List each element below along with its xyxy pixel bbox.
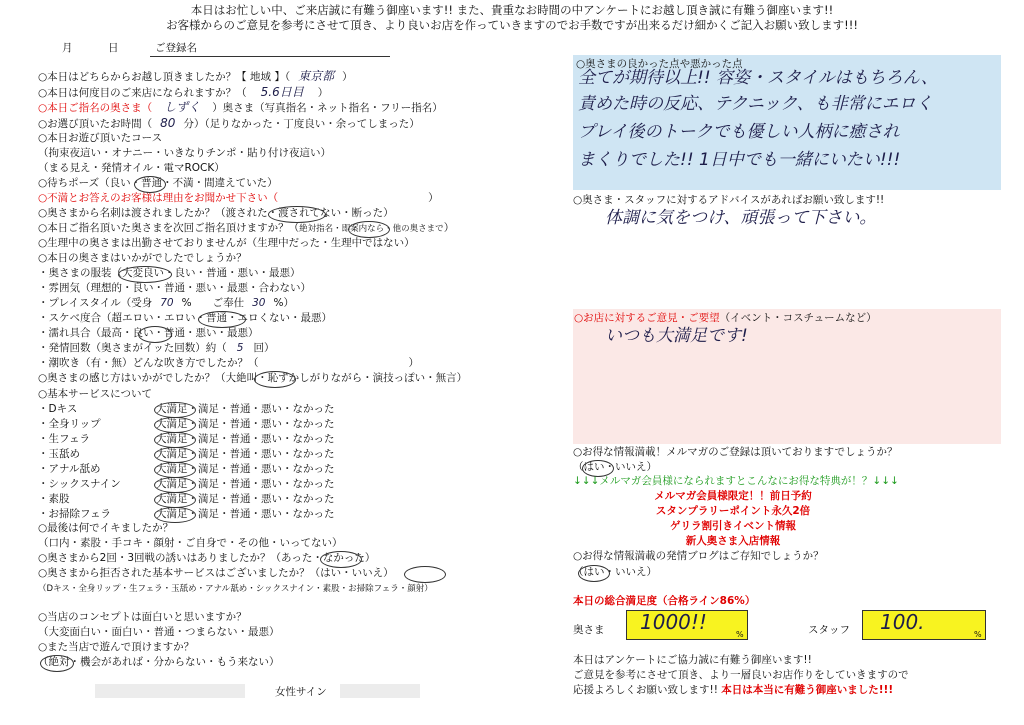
refused-list: （Dキス・全身リップ・生フェラ・玉舐め・アナル舐め・シックスナイン・素股・お掃除フェラ・顔射）	[38, 584, 433, 594]
header-line-1: 本日はお忙しい中、ご来店誠に有難う御座います!! また、貴重なお時間の中アンケートにお越し頂き誠に有難う御座います!!	[190, 3, 834, 17]
q-feel: ○奥さまの感じ方はいかがでしたか？（大絶叫・恥ずかしがりながら・演技っぽい・無言）	[38, 372, 468, 384]
q-card: ○奥さまから名刺は渡されましたか？（渡された・渡されてない・断った）	[38, 207, 394, 219]
a-time: 80	[160, 116, 176, 130]
service-scale: 大満足・満足・普通・悪い・なかった	[156, 508, 335, 520]
q-today: ○本日の奥さまはいかがでしたでしょうか？	[38, 252, 247, 264]
q-refused: ○奥さまから拒否された基本サービスはございましたか？（はい・いいえ）	[38, 567, 394, 579]
perk-3: ゲリラ割引きイベント情報	[670, 520, 796, 532]
signature-label: 女性サイン	[275, 686, 327, 698]
circle-clothes	[118, 266, 172, 283]
header-line-2: お客様からのご意見を参考にさせて頂き、より良いお店を作っていきますのでお手数ですが出来るだけ細かくご記入お願い致します!!!	[166, 18, 858, 32]
circle-service-rating	[154, 507, 196, 523]
staff-percent: %	[974, 630, 982, 639]
circle-service-rating	[154, 477, 196, 493]
circle-service-rating	[154, 462, 196, 478]
thanks-line-2: ご意見を参考にさせて頂き、より一層良いお店作りをしていきますので	[573, 669, 909, 681]
service-name: ・全身リップ	[38, 418, 101, 430]
q-time: ○お選び頂いたお時間（ 80 分）（足りなかった・丁度良い・余ってしまった）	[38, 116, 420, 130]
name-underline	[150, 56, 390, 57]
q-concept: ○当店のコンセプトは面白いと思いますか？	[38, 611, 247, 623]
a-count: 5	[236, 342, 244, 354]
circle-blog-yes	[578, 565, 610, 582]
service-scale: 大満足・満足・普通・悪い・なかった	[156, 478, 335, 490]
circle-service-rating	[154, 402, 196, 418]
circle-round2	[320, 551, 362, 568]
circle-service-rating	[154, 492, 196, 508]
service-name: ・生フェラ	[38, 433, 90, 445]
total-title: 本日の総合満足度（合格ライン86%）	[573, 595, 756, 607]
good-bad-line-1: 全てが期待以上!! 容姿・スタイルはもちろん、	[578, 68, 938, 88]
a-nominated: しずく	[164, 100, 201, 114]
circle-lewd	[198, 311, 246, 328]
service-scale: 大満足・満足・普通・悪い・なかった	[156, 493, 335, 505]
q-course: ○本日お遊び頂いたコース	[38, 132, 163, 144]
service-name: ・素股	[38, 493, 70, 505]
staff-score: 100.	[880, 610, 925, 634]
circle-again	[40, 655, 74, 672]
service-name: ・アナル舐め	[38, 463, 101, 475]
good-bad-line-4: まくりでした!! 1日中でも一緒にいたい!!!	[578, 150, 901, 170]
q-reason: ○不満とお答えのお客様は理由をお聞かせ下さい（ ）	[38, 192, 439, 204]
blog-question: ○お得な情報満載の発情ブログはご存知でしょうか？	[573, 550, 824, 562]
service-name: ・Dキス	[38, 403, 78, 415]
perk-1: メルマガ会員様限定！！前日予約	[654, 490, 812, 502]
thanks-line-3: 応援よろしくお願い致します!! 本日は本当に有難う御座いました!!!	[573, 684, 894, 696]
circle-service-rating	[154, 432, 196, 448]
good-bad-line-3: プレイ後のトークでも優しい人柄に癒され	[578, 122, 900, 142]
advice-text: 体調に気をつけ、頑張って下さい。	[605, 208, 877, 228]
circle-card	[268, 206, 326, 223]
q-again: ○また当店で遊んで頂けますか？	[38, 641, 195, 653]
signature-redacted-left	[95, 684, 245, 698]
perk-2: スタンプラリーポイント永久2倍	[655, 505, 811, 517]
service-scale: 大満足・満足・普通・悪い・なかった	[156, 403, 335, 415]
q-mood: ・雰囲気（理想的・良い・普通・悪い・最悪・合わない）	[38, 282, 311, 294]
mailmag-arrow: ↓↓↓メルマガ会員様になられますとこんなにお得な特典が！？↓↓↓	[573, 475, 899, 487]
q-round2: ○奥さまから2回・3回戦の誘いはありましたか？（あった・なかった）	[38, 552, 376, 564]
q-style: ・プレイスタイル（受身 70 % ご奉仕 30 %）	[38, 297, 294, 309]
month-label: 月	[62, 42, 73, 54]
service-scale: 大満足・満足・普通・悪い・なかった	[156, 448, 335, 460]
circle-service-rating	[154, 447, 196, 463]
q-period: ○生理中の奥さまは出勤させておりませんが（生理中だった・生理中ではない）	[38, 237, 415, 249]
again-opts: （絶対・機会があれば・分からない・もう来ない）	[38, 656, 280, 668]
okusama-percent: %	[736, 630, 744, 639]
course-line-1: （拘束夜這い・オナニー・いきなりチンポ・貼り付け夜這い）	[38, 147, 332, 159]
advice-title: ○奥さま・スタッフに対するアドバイスがあればお願い致します!!	[573, 194, 885, 206]
blog-opts: （はい・いいえ）	[573, 566, 657, 578]
a-area: 東京都	[298, 69, 335, 83]
store-title: ○お店に対するご意見・ご要望（イベント・コスチュームなど）	[574, 312, 877, 324]
service-name: ・玉舐め	[38, 448, 80, 460]
circle-service-rating	[154, 417, 196, 433]
registered-name-label: ご登録名	[155, 42, 197, 54]
good-bad-title: ○奥さまの良かった点や悪かった点	[576, 58, 743, 70]
service-name: ・お掃除フェラ	[38, 508, 111, 520]
service-scale: 大満足・満足・普通・悪い・なかった	[156, 463, 335, 475]
circle-wet	[138, 326, 172, 343]
a-service: 30	[252, 297, 266, 309]
perk-4: 新人奥さま入店情報	[685, 535, 781, 547]
finish-opts: （口内・素股・手コキ・顔射・ご自身で・その他・いってない）	[38, 537, 343, 549]
a-passive: 70	[160, 297, 174, 309]
okusama-label: 奥さま	[573, 624, 605, 636]
q-wet: ・濡れ具合（最高・良い・普通・悪い・最悪）	[38, 327, 259, 339]
course-line-2: （まる見え・発情オイル・電マROCK）	[38, 162, 225, 174]
q-count: ・発情回数（奥さまがイッた回数）約（ 5 回）	[38, 342, 275, 354]
okusama-score: 1000!!	[640, 610, 707, 634]
q-area: ○本日はどちらからお越し頂きましたか？【 地域 】（ 東京都 ）	[38, 69, 353, 83]
store-text: いつも大満足です!	[605, 326, 748, 346]
q-clothes: ・奥さまの服装（大変良い・良い・普通・悪い・最悪）	[38, 267, 301, 279]
circle-renominate	[348, 221, 390, 238]
service-name: ・シックスナイン	[38, 478, 121, 490]
q-nominated: ○本日ご指名の奥さま（ しずく ）奥さま（写真指名・ネット指名・フリー指名）	[38, 100, 443, 114]
thanks-line-1: 本日はアンケートにご協力誠に有難う御座います!!	[573, 654, 812, 666]
service-scale: 大満足・満足・普通・悪い・なかった	[156, 433, 335, 445]
staff-label: スタッフ	[808, 624, 850, 636]
circle-feel	[254, 371, 296, 388]
concept-opts: （大変面白い・面白い・普通・つまらない・最悪）	[38, 626, 280, 638]
thanks-line-4: 本日は本当に有難う御座いました!!!	[721, 684, 894, 696]
q-visits: ○本日は何度目のご来店になられますか？（ 5.6日目 ）	[38, 85, 329, 99]
mailmag-opts: （はい・いいえ）	[573, 461, 657, 473]
q-lewd: ・スケベ度合（超エロい・エロい・普通・エロくない・最悪）	[38, 312, 332, 324]
good-bad-line-2: 責めた時の反応、テクニック、も非常にエロく	[578, 94, 933, 114]
day-label: 日	[108, 42, 119, 54]
service-scale: 大満足・満足・普通・悪い・なかった	[156, 418, 335, 430]
q-basic: ○基本サービスについて	[38, 388, 152, 400]
q-renominate: ○本日ご指名頂いた奥さまを次回ご指名頂けますか？（絶対指名・即案内なら・他の奥さまで）	[38, 222, 455, 234]
mailmag-question: ○お得な情報満載！メルマガのご登録は頂いておりますでしょうか？	[573, 446, 898, 458]
a-visits: 5.6日目	[260, 85, 304, 99]
q-squirt: ・潮吹き（有・無）どんな吹き方でしたか？（ ）	[38, 357, 419, 369]
q-finish: ○最後は何でイキましたか？	[38, 522, 174, 534]
circle-pose-good	[134, 176, 166, 193]
circle-refused	[404, 566, 446, 583]
q-pose: ○待ちポーズ（良い・普通・不満・間違えていた）	[38, 177, 278, 189]
signature-redacted-right	[340, 684, 420, 698]
